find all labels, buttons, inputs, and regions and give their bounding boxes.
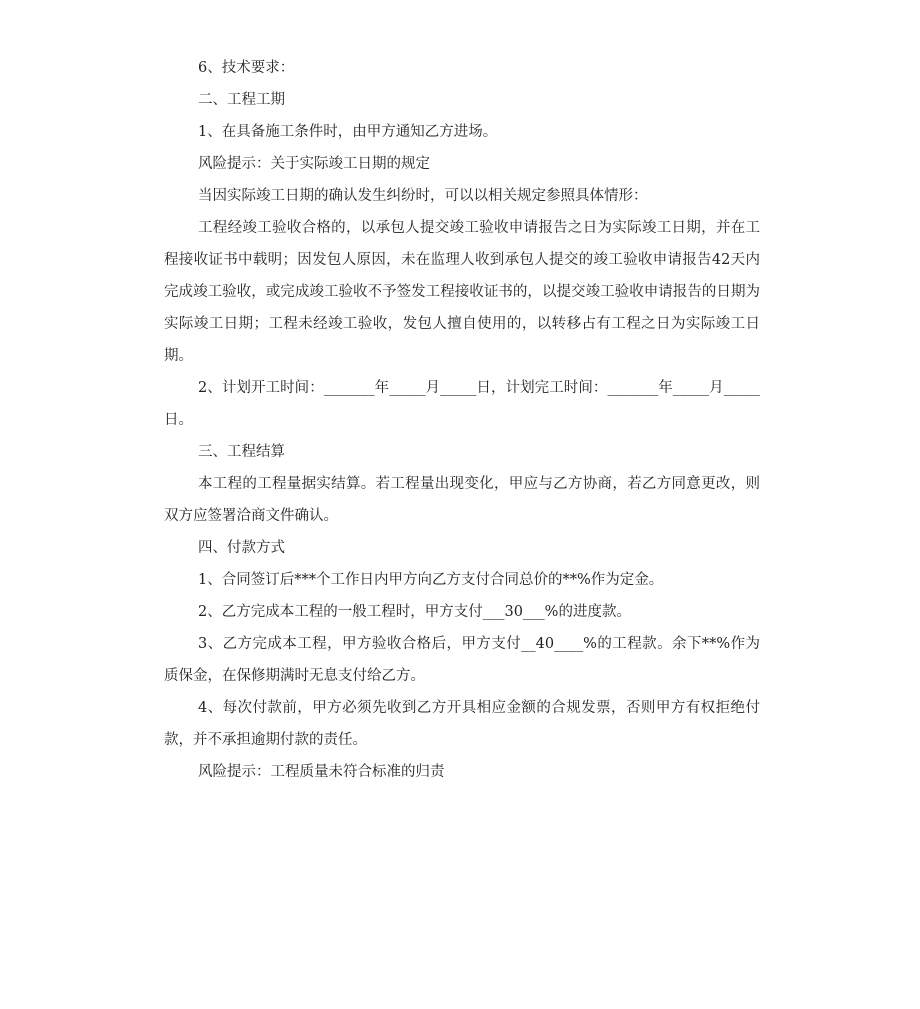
risk-tip-completion-date: 风险提示：关于实际竣工日期的规定 [198,156,430,172]
section-heading-construction-period: 二、工程工期 [198,92,285,108]
section-heading-payment: 四、付款方式 [198,540,285,556]
paragraph-payment-invoice: 4、每次付款前，甲方必须先收到乙方开具相应金额的合规发票，否则甲方有权拒绝付款，并不承担逾期付款的责任。 [164,700,760,748]
document-page [164,52,760,788]
paragraph-settlement: 本工程的工程量据实结算。若工程量出现变化，甲应与乙方协商，若乙方同意更改，则双方应签署洽商文件确认。 [164,476,760,524]
paragraph-dispute-intro: 当因实际竣工日期的确认发生纠纷时，可以以相关规定参照具体情形： [198,188,648,204]
paragraph-entry-notice: 1、在具备施工条件时，由甲方通知乙方进场。 [198,124,498,140]
paragraph-payment-final: 3、乙方完成本工程，甲方验收合格后，甲方支付__40____%的工程款。余下**%作为质保金，在保修期满时无息支付给乙方。 [164,636,760,684]
paragraph-completion-rules: 工程经竣工验收合格的，以承包人提交竣工验收申请报告之日为实际竣工日期，并在工程接收证书中载明；因发包人原因，未在监理人收到承包人提交的竣工验收申请报告42天内完成竣工验收，或完成竣工验收不予签发工程接收证书的，以提交竣工验收申请报告的日期为实际竣工日期；工程未经竣工验收，发包人擅自使用的，以转移占有工程之日为实际竣工日期。 [164,220,760,364]
section-heading-settlement: 三、工程结算 [198,444,285,460]
paragraph-payment-progress: 2、乙方完成本工程的一般工程时，甲方支付___30___%的进度款。 [198,604,631,620]
risk-tip-quality: 风险提示：工程质量未符合标准的归责 [198,764,445,780]
section-item-technical-requirements: 6、技术要求： [198,60,295,76]
paragraph-payment-deposit: 1、合同签订后***个工作日内甲方向乙方支付合同总价的**%作为定金。 [198,572,664,588]
paragraph-planned-dates: 2、计划开工时间：_______年_____月_____日，计划完工时间：_______年_____月_____日。 [164,380,760,428]
